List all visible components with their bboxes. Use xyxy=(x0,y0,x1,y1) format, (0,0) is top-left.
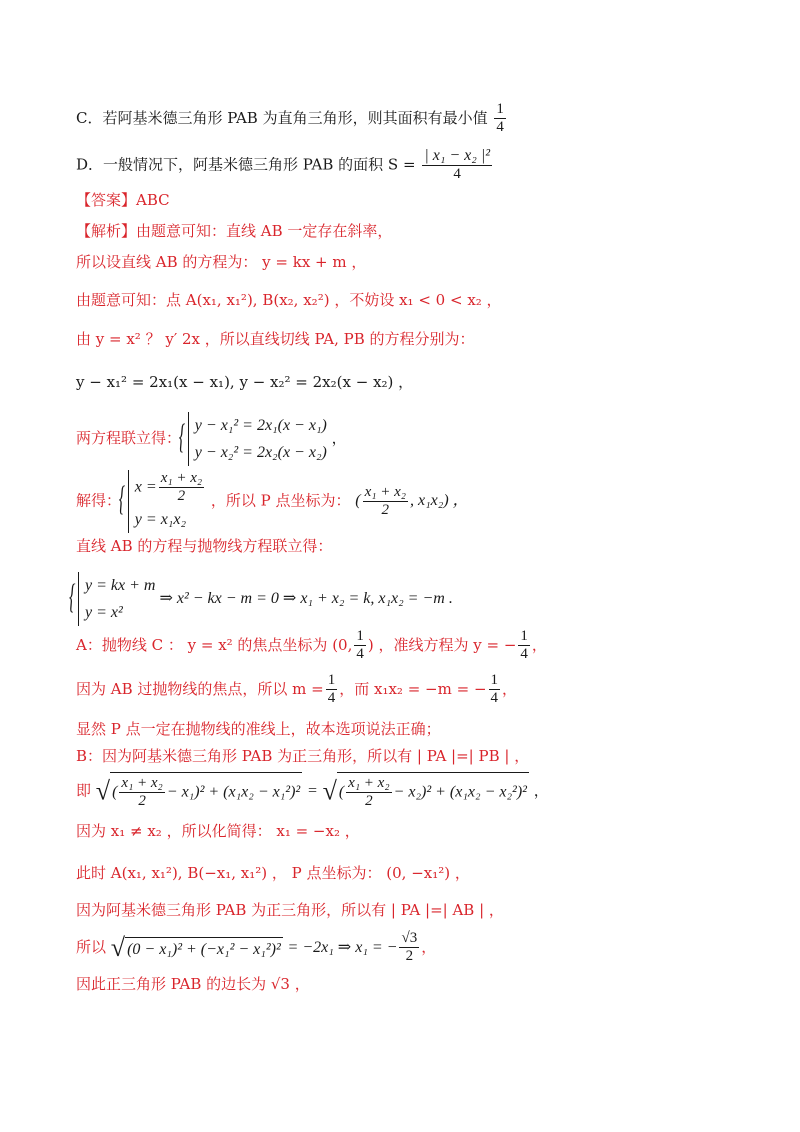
sqrt-expression: √ (0 − x₁)² + (−x₁² − x₁²)² xyxy=(110,933,281,963)
tangent-equations: y − x₁² = 2x₁(x − x₁), y − x₂² = 2x₂(x − x₂) ， xyxy=(76,373,414,391)
solution-line: 所以设直线 AB 的方程为： y = kx + m ， xyxy=(76,253,367,271)
option-d: D．一般情况下，阿基米德三角形 PAB 的面积 S = $\frac{\text{| x₁ − x₂ |²}}{4}$ xyxy=(76,147,491,183)
solution-line: 由 y = x² ？ y′ 2x ，所以直线切线 PA, PB 的方程分别为： xyxy=(76,330,475,348)
solution-line: 因为 x₁ ≠ x₂ ，所以化简得： x₁ = −x₂ ， xyxy=(76,822,360,840)
sqrt-expression: √ ( $\frac{\text{x₁ + x₂}}{2}$ − x₂)² + (x₁x₂ − x₂²)² xyxy=(323,772,529,811)
solution-line: 此时 A(x₁, x₁²), B(−x₁, x₁²) ， P 点坐标为： (0, −x₁²) ， xyxy=(76,864,470,882)
line-parabola-system: { y = kx + m y = x² ⇒ x² − kx − m = 0 ⇒ x₁ + x₂ = k, x₁x₂ = −m . xyxy=(76,572,453,626)
answer-line: 【答案】ABC xyxy=(76,191,170,209)
point-p-coordinate: ( $\frac{\text{x₁ + x₂}}{2}$ , x₁x₂) ， xyxy=(355,483,469,519)
side-length-equation: 所以 √ (0 − x₁)² + (−x₁² − x₁²)² = −2x₁ ⇒ x₁ = − $\frac{√3}{2}$ ， xyxy=(76,930,437,965)
equation-system: { y − x₁² = 2x₁(x − x₁) y − x₂² = 2x₂(x − x₂) xyxy=(188,412,327,466)
distance-equation: 即 √ ( $\frac{\text{x₁ + x₂}}{2}$ − x₁)² + (x₁x₂ − x₁²)² = √ ( $\frac{\text{x₁ + x₂}}{2}$ − x₂)² + (x₁x₂ − x₂²)² ， xyxy=(76,772,549,811)
solution-line: 因为 AB 过抛物线的焦点，所以 m = $\frac{1}{4}$ ，而 x₁x₂ = −m = − $\frac{1}{4}$ ， xyxy=(76,672,518,707)
fraction: $\frac{\text{| x₁ − x₂ |²}}{4}$ xyxy=(424,147,491,183)
solution-line: 因为阿基米德三角形 PAB 为正三角形，所以有 | PA |=| AB | ， xyxy=(76,901,504,919)
analysis-line: 【解析】由题意可知：直线 AB 一定存在斜率， xyxy=(76,222,393,240)
equation-system: { y = kx + m y = x² xyxy=(78,572,155,626)
system-line: 两方程联立得： { y − x₁² = 2x₁(x − x₁) y − x₂² = 2x₂(x − x₂) ， xyxy=(76,412,347,466)
equation-system: { x = $\frac{\text{x₁ + x₂}}{2}$ y = x₁x₂ xyxy=(128,470,206,533)
solution-line: 显然 P 点一定在抛物线的准线上，故本选项说法正确； xyxy=(76,720,441,738)
solution-line: 直线 AB 的方程与抛物线方程联立得： xyxy=(76,537,333,555)
option-a-analysis: A：抛物线 C ： y = x² 的焦点坐标为 (0, $\frac{1}{4}$ ) ，准线方程为 y = − $\frac{1}{4}$ ， xyxy=(76,628,547,663)
sqrt-expression: √ ( $\frac{\text{x₁ + x₂}}{2}$ − x₁)² + (x₁x₂ − x₁²)² xyxy=(96,772,302,811)
option-c: C．若阿基米德三角形 PAB 为直角三角形，则其面积有最小值 $\frac{1}{4}$ xyxy=(76,101,504,136)
option-b-analysis: B：因为阿基米德三角形 PAB 为正三角形，所以有 | PA |=| PB | ， xyxy=(76,747,530,765)
solution-line: 因此正三角形 PAB 的边长为 √3 ， xyxy=(76,975,310,993)
fraction: $\frac{1}{4}$ xyxy=(496,101,504,136)
solution-line: 由题意可知：点 A(x₁, x₁²), B(x₂, x₂²) ，不妨设 x₁ < 0 < x₂ ， xyxy=(76,291,502,309)
solve-line: 解得： { x = $\frac{\text{x₁ + x₂}}{2}$ y = x₁x₂ ，所以 P 点坐标为： ( $\frac{\text{x₁ + x₂}}{2}$ , x₁x₂) ， xyxy=(76,470,469,533)
